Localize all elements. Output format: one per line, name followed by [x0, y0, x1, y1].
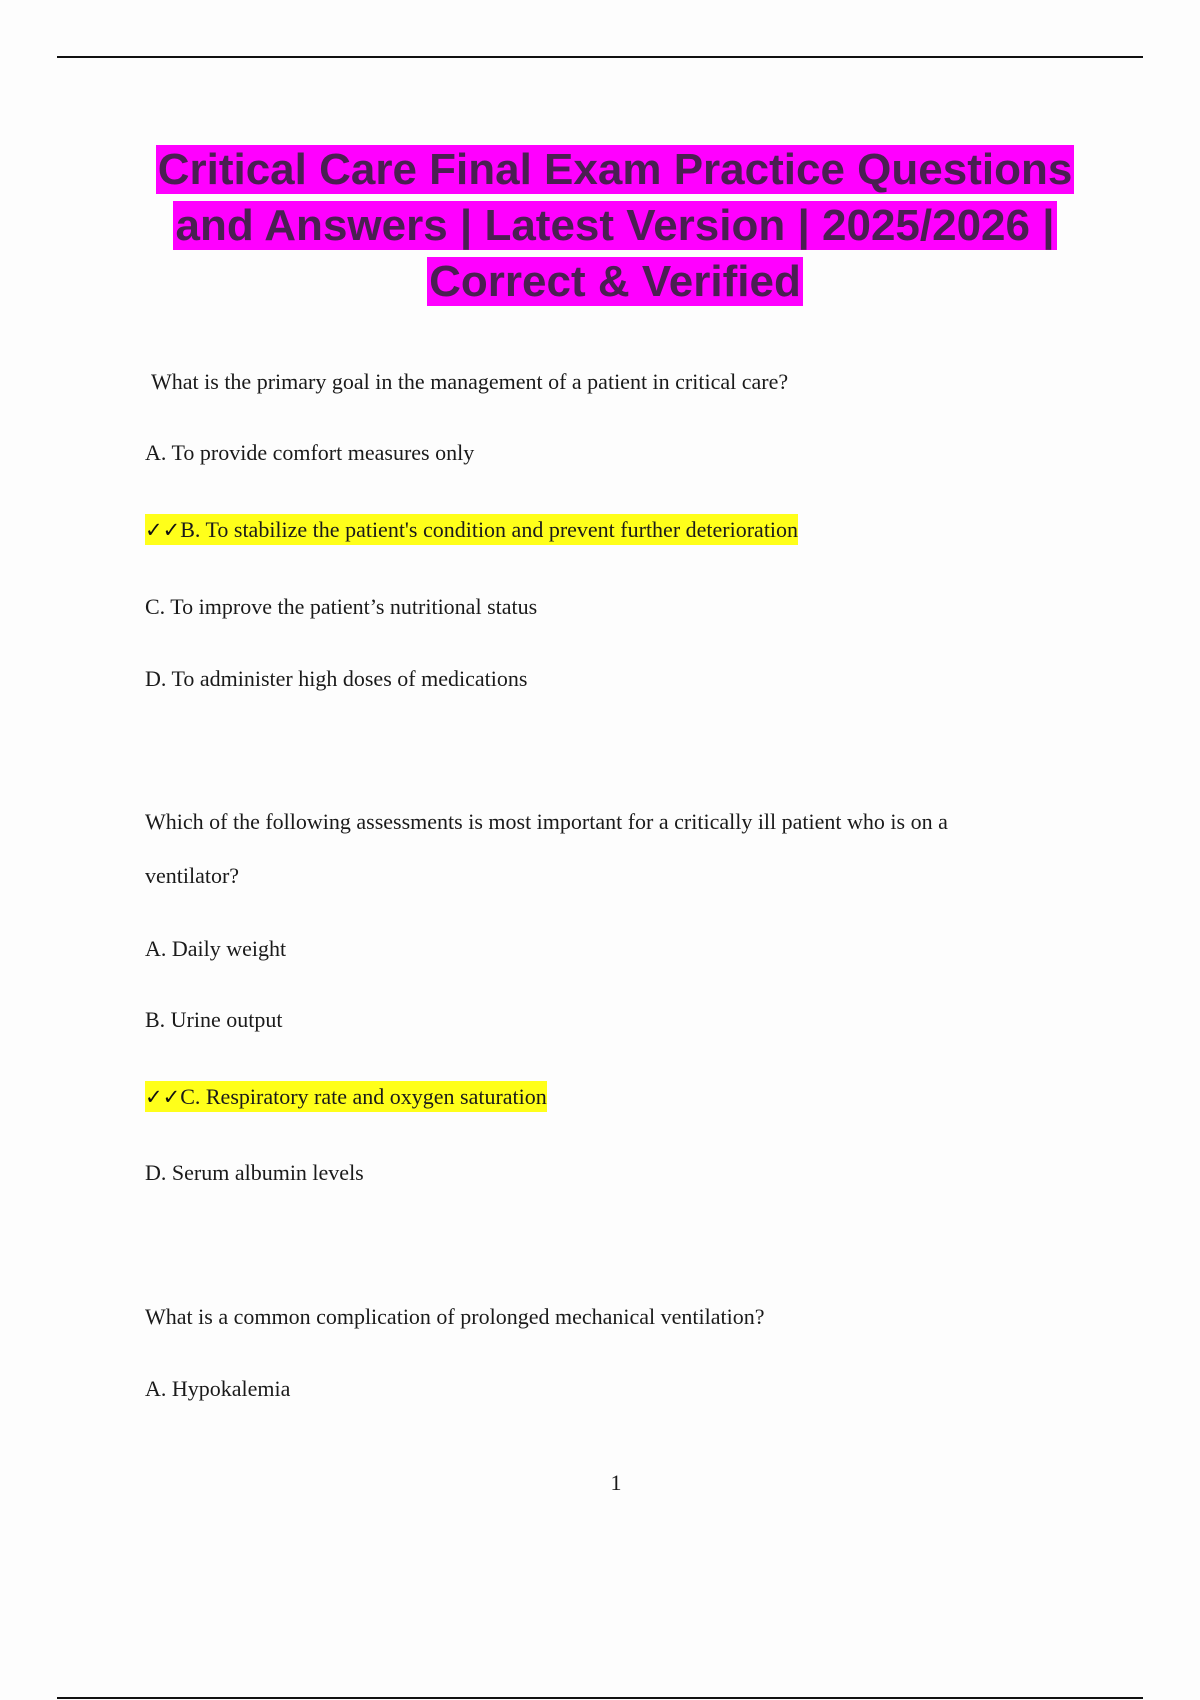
question-2-option-d: D. Serum albumin levels	[145, 1160, 364, 1185]
double-check-icon: ✓✓	[145, 518, 181, 542]
correct-answer-highlight	[145, 514, 798, 545]
document-title	[120, 142, 1110, 310]
question-1-option-c: C. To improve the patient’s nutritional status	[145, 594, 538, 619]
question-3-prompt: What is a common complication of prolonged mechanical ventilation?	[145, 1304, 765, 1329]
question-2-option-c-text: C. Respiratory rate and oxygen saturation	[180, 1084, 547, 1109]
question-2-prompt: Which of the following assessments is most important for a critically ill patient who is on a ventilator?	[145, 809, 948, 888]
question-1-option-b-correct	[145, 515, 798, 545]
question-1-prompt: What is the primary goal in the management of a patient in critical care?	[151, 369, 789, 394]
question-2-option-c-correct	[145, 1082, 547, 1112]
page-number: 1	[610, 1470, 622, 1495]
question-1-option-b-text: B. To stabilize the patient's condition and prevent further deterioration	[180, 517, 799, 542]
question-2-option-a: A. Daily weight	[145, 936, 287, 961]
double-check-icon: ✓✓	[145, 1085, 181, 1109]
question-1-option-d: D. To administer high doses of medications	[145, 666, 528, 691]
correct-answer-highlight	[145, 1081, 547, 1112]
question-1-option-a: A. To provide comfort measures only	[145, 440, 475, 465]
title-highlight: Critical Care Final Exam Practice Questions and Answers | Latest Version | 2025/2026 | Correct & Verified	[157, 145, 1073, 306]
question-2-option-b: B. Urine output	[145, 1007, 283, 1032]
question-3-option-a: A. Hypokalemia	[145, 1376, 291, 1401]
header-rule	[57, 56, 1143, 58]
footer-rule	[57, 1697, 1143, 1699]
